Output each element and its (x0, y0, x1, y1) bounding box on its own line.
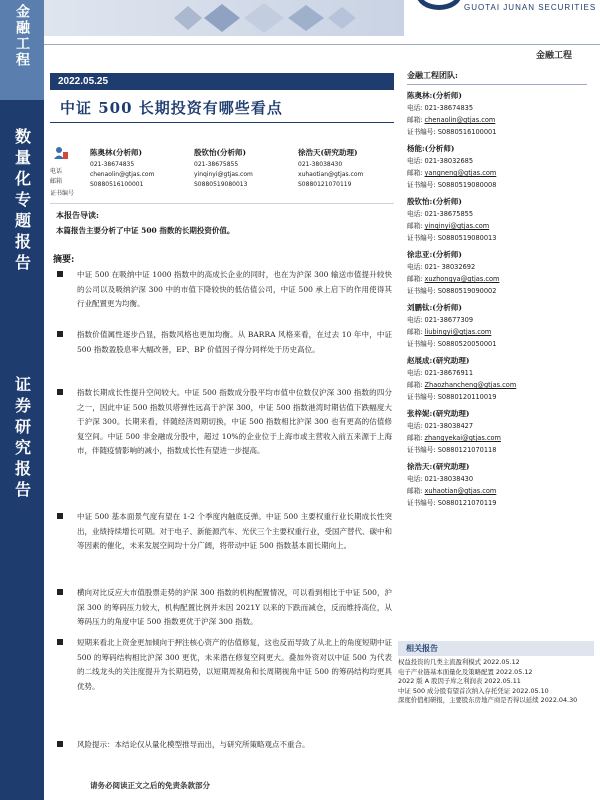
member-name: 陈奥林:(分析师) (407, 91, 462, 100)
footer-disclaimer: 请务必阅读正文之后的免责条款部分 (90, 781, 210, 790)
related-heading: 相关报告 (398, 641, 594, 656)
team-title: 金融工程团队: (407, 70, 587, 85)
member-email-link[interactable]: yangneng@gtjas.com (424, 169, 497, 177)
analyst-divider (50, 203, 394, 204)
phone-label: 电话 (50, 168, 63, 175)
analyst-phone: 021-38038430 (298, 161, 343, 168)
bullet-square-icon (57, 741, 63, 747)
analyst-card (194, 146, 278, 190)
related-report-link[interactable]: 中证 500 成分股有望首次纳入存托凭证 2022.05.10 (398, 686, 549, 695)
analyst-table (50, 146, 394, 201)
team-member (407, 460, 587, 509)
member-phone: 电话: 021-38038427 (407, 422, 474, 430)
analyst-name: 徐浩天(研究助理) (298, 148, 358, 157)
cert-label: 证书编号 (50, 190, 75, 197)
member-phone: 电话: 021-38677309 (407, 316, 474, 324)
member-email: 邮箱: yangneng@gtjas.com (407, 169, 497, 177)
analyst-email[interactable]: chenaolin@gtjas.com (90, 171, 155, 178)
member-name: 杨能:(分析师) (407, 144, 455, 153)
team-member (407, 248, 587, 297)
summary-text: 指数价值属性逐步凸显，指数风格也更加均衡。从 BARRA 风格来看，在过去 10 年中，中证 500 指数盈股息率大幅改善，EP、BP 价值因子得分同样处于历史高位。 (77, 330, 392, 354)
bullet-square-icon (57, 589, 63, 595)
analyst-email[interactable]: xuhaotian@gtjas.com (298, 171, 364, 178)
analyst-cert: S0880519080013 (194, 181, 248, 188)
company-logo-text: GUOTAI JUNAN SECURITIES (464, 3, 597, 12)
header-banner (44, 0, 404, 36)
company-logo-icon (416, 0, 462, 10)
page-header (44, 0, 600, 44)
band-bottom-segment (0, 376, 44, 502)
guide-text: 本篇报告主要分析了中证 500 指数的长期投资价值。 (56, 226, 235, 235)
analyst-cert: S0880516100001 (90, 181, 144, 188)
band-middle-segment (0, 128, 44, 275)
member-name: 徐忠亚:(分析师) (407, 250, 462, 259)
related-reports (398, 636, 594, 706)
band-top-segment (0, 0, 44, 100)
member-email: 邮箱: liubingyi@gtjas.com (407, 328, 492, 336)
diamond-banner-icon (164, 2, 364, 34)
bullet-square-icon (57, 639, 63, 645)
member-phone: 电话: 021-38675855 (407, 210, 474, 218)
related-report-link[interactable]: 深度价值相研报，主要股东房地产商是否得以延续 2022.04.30 (398, 696, 578, 705)
member-email: 邮箱: xuhaotian@gtjas.com (407, 487, 497, 495)
team-member (407, 142, 587, 191)
header-divider (44, 44, 600, 45)
band-middle-label: 数量化专题报告 (12, 128, 32, 275)
summary-heading: 摘要: (53, 255, 75, 265)
member-phone: 电话: 021-38032685 (407, 157, 474, 165)
summary-text: 指数长期成长性提升空间较大。中证 500 指数成分股平均市值中位数仅沪深 300 指数的四分之一，因此中证 500 指数贝塔弹性远高于沪深 300，中证 500 指数港湾时期估值下跌幅度大于沪深 300。长期来看，伴随经济周期切换，中证 500 指数相比沪深 300 也有更高的估值修复空间。中证 500 非金融成分股中，超过 10%的企业位于上海市或主营收入前五来源于上海市，伴随疫情影响的减小，指数成长性有望进一步提高。 (77, 388, 392, 456)
email-label: 邮箱 (50, 178, 63, 185)
team-member (407, 407, 587, 456)
guide-heading: 本报告导读: (56, 210, 99, 220)
title-divider (50, 122, 394, 123)
team-member (407, 195, 587, 244)
person-icon (54, 146, 68, 160)
member-cert: 证书编号: S0880120110019 (407, 393, 497, 401)
member-cert: 证书编号: S0880519080013 (407, 234, 497, 242)
member-email: 邮箱: chenaolin@gtjas.com (407, 116, 496, 124)
analyst-cert: S0880121070119 (298, 181, 352, 188)
member-email-link[interactable]: yinqinyi@gtjas.com (424, 222, 490, 230)
summary-item (56, 386, 392, 459)
member-name: 刘鹏钛:(分析师) (407, 303, 462, 312)
member-name: 殷钦怡:(分析师) (407, 197, 462, 206)
member-email-link[interactable]: zhangyekai@gtjas.com (424, 434, 501, 442)
analyst-card (298, 146, 382, 190)
member-phone: 电话: 021-38038430 (407, 475, 474, 483)
member-name: 张梓妮:(研究助理) (407, 409, 470, 418)
band-top-label: 金融工程 (14, 4, 30, 68)
bullet-square-icon (57, 271, 63, 277)
member-phone: 电话: 021-38676911 (407, 369, 474, 377)
member-cert: 证书编号: S0880519080008 (407, 181, 497, 189)
summary-item (56, 268, 392, 312)
member-cert: 证书编号: S0880520050001 (407, 340, 497, 348)
member-name: 徐浩天:(研究助理) (407, 462, 470, 471)
analyst-card (90, 146, 174, 190)
analyst-email[interactable]: yinqinyi@gtjas.com (194, 171, 253, 178)
member-email-link[interactable]: xuzhongya@gtjas.com (424, 275, 500, 283)
bullet-square-icon (57, 389, 63, 395)
summary-text: 风险提示：本结论仅从量化模型推导而出，与研究所策略观点不重合。 (77, 740, 310, 749)
band-bottom-label: 证券研究报告 (12, 376, 32, 502)
member-cert: 证书编号: S0880519090002 (407, 287, 497, 295)
analyst-name: 殷钦怡(分析师) (194, 148, 247, 157)
summary-text: 中证 500 在吸纳中证 1000 指数中的高成长企业的同时，也在为沪深 300 输送市值提升较快的公司以及吸纳沪深 300 中的市值下降较快的低估值公司，中证 500 承上启下的作用使得其行业配置更为均衡。 (77, 270, 392, 309)
member-cert: 证书编号: S0880121070119 (407, 499, 497, 507)
related-report-link[interactable]: 权益投资的几类主流盈利模式 2022.05.12 (398, 658, 520, 666)
member-phone: 电话: 021-38674835 (407, 104, 474, 112)
team-sidebar (407, 70, 587, 509)
summary-item (56, 328, 392, 357)
member-email: 邮箱: zhangyekai@gtjas.com (407, 434, 501, 442)
report-title: 中证 500 长期投资有哪些看点 (60, 99, 283, 117)
bullet-square-icon (57, 513, 63, 519)
summary-text: 横向对比反应大市值股票走势的沪深 300 指数的机构配置情况，可以看到相比于中证 500，沪深 300 的筹码压力较大，机构配置比例并未因 2021Y 以来的下跌而减仓，反而维持高位，从筹码压力的角度中证 500 指数更优于沪深 300 指数。 (77, 588, 392, 627)
member-email-link[interactable]: Zhaozhancheng@gtjas.com (424, 381, 517, 389)
related-report-link[interactable]: 电子产业链基本面量化及策略配置 2022.05.12 (398, 667, 533, 676)
member-phone: 电话: 021- 38032692 (407, 263, 476, 271)
team-member (407, 354, 587, 403)
summary-item (56, 738, 392, 753)
report-category: 金融工程 (535, 51, 572, 61)
member-name: 赵展成:(研究助理) (407, 356, 470, 365)
member-email-link[interactable]: xuhaotian@gtjas.com (424, 487, 497, 495)
related-report-link[interactable]: 2022 版 A 股因子库之利润表 2022.05.11 (398, 677, 521, 686)
member-email: 邮箱: xuzhongya@gtjas.com (407, 275, 500, 283)
member-cert: 证书编号: S0880121070118 (407, 446, 497, 454)
member-email-link[interactable]: chenaolin@gtjas.com (424, 116, 496, 124)
report-date: 2022.05.25 (50, 73, 394, 90)
member-email: 邮箱: Zhaozhancheng@gtjas.com (407, 381, 517, 389)
analyst-name: 陈奥林(分析师) (90, 148, 143, 157)
member-cert: 证书编号: S0880516100001 (407, 128, 497, 136)
summary-text: 中证 500 基本面景气度有望在 1-2 个季度内触底反弹。中证 500 主要权重行业长期成长性突出，业绩持续增长可期。对于电子、新能源汽车、光伏三个主要权重行业，受国产替代、碳中和等因素的催化，未来发展空间均十分广阔，将带动中证 500 指数基本面长期向上。 (77, 512, 392, 551)
summary-item (56, 510, 392, 554)
summary-item (56, 586, 392, 630)
member-email-link[interactable]: liubingyi@gtjas.com (424, 328, 492, 336)
summary-text: 短期来看北上资金更加倾向于押注核心资产的估值修复，这也反而导致了从北上的角度短期中证 500 的筹码结构相比沪深 300 更优，未来潜在修复空间更大。叠加外资对以中证 500 为代表的二线龙头的关注度提升为长期趋势，以短期周视角和长周期视角中证 500 的筹码结构均更具优势。 (77, 638, 392, 691)
team-member (407, 301, 587, 350)
analyst-phone: 021-38674835 (90, 161, 135, 168)
member-email: 邮箱: yinqinyi@gtjas.com (407, 222, 490, 230)
left-color-band (0, 0, 44, 800)
bullet-square-icon (57, 331, 63, 337)
analyst-phone: 021-38675855 (194, 161, 239, 168)
team-member (407, 89, 587, 138)
summary-item (56, 636, 392, 694)
